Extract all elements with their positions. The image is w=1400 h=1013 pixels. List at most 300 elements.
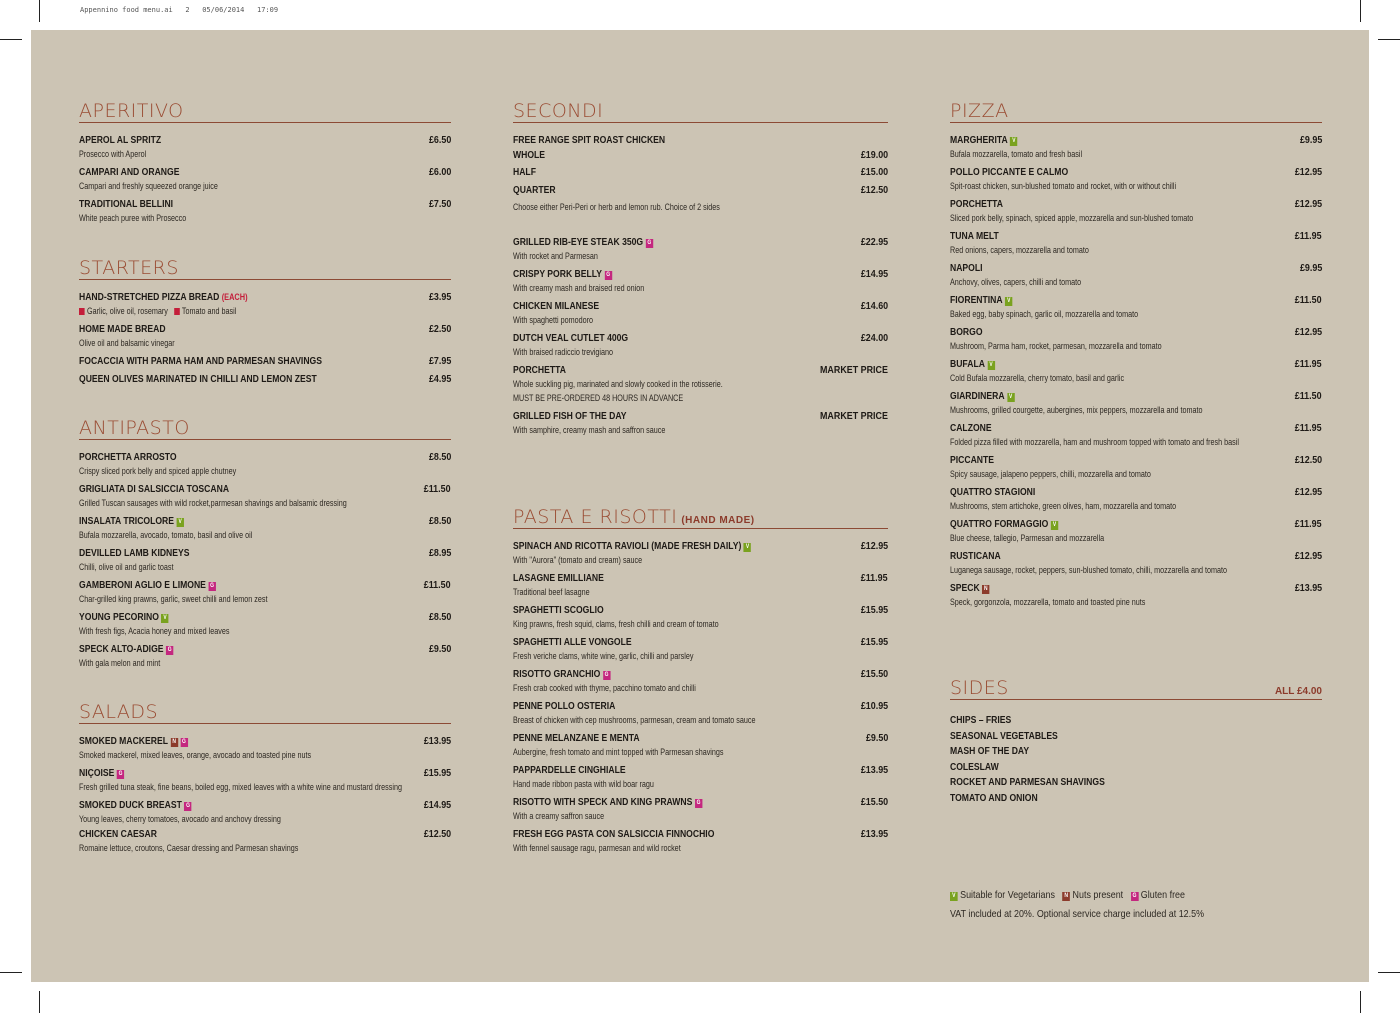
item-name-text: CRISPY PORK BELLY — [513, 268, 602, 280]
item-description: With samphire, creamy mash and saffron sauce — [513, 425, 666, 435]
item-description: Chilli, olive oil and garlic toast — [79, 562, 174, 572]
crop-mark — [39, 991, 40, 1013]
item-name — [950, 357, 995, 371]
item-description: Mushroom, Parma ham, rocket, parmesan, mozzarella and tomato — [950, 341, 1162, 351]
item-name-text: MARGHERITA — [950, 134, 1008, 146]
item-name: GRILLED FISH OF THE DAY — [513, 410, 627, 422]
section-pizza — [950, 100, 1322, 613]
section-header — [950, 100, 1322, 123]
item-price: MARKET PRICE — [820, 364, 888, 376]
item-name-text: SMOKED MACKEREL — [79, 735, 168, 747]
menu-item — [950, 293, 1322, 325]
vegetarian-badge-icon: V — [1005, 297, 1012, 306]
section-title — [513, 508, 755, 527]
section-title-text: PASTA E RISOTTI — [513, 506, 678, 528]
item-price: £11.95 — [861, 572, 888, 584]
item-name: PORCHETTA — [513, 364, 566, 376]
item-list — [513, 539, 888, 859]
item-name: PICCANTE — [950, 454, 995, 466]
item-description: White peach puree with Prosecco — [79, 213, 187, 223]
dietary-legend — [950, 889, 1185, 901]
item-options — [79, 305, 236, 317]
option-price: £12.50 — [860, 184, 888, 196]
crop-mark — [1360, 991, 1361, 1013]
item-price: £12.50 — [423, 828, 451, 840]
menu-item — [79, 514, 451, 546]
menu-item — [513, 299, 888, 331]
item-description: With creamy mash and braised red onion — [513, 283, 645, 293]
item-description: Spicy sausage, jalapeno peppers, chilli, mozzarella and tomato — [950, 469, 1151, 479]
item-description: Fresh crab cooked with thyme, pacchino tomato and chilli — [513, 683, 696, 693]
item-description: Breast of chicken with cep mushrooms, parmesan, cream and tomato sauce — [513, 715, 756, 725]
item-name-text: SPECK — [950, 582, 980, 594]
item-description: Mushrooms, grilled courgette, aubergines, mix peppers, mozzarella and tomato — [950, 405, 1203, 415]
item-name: CAMPARI AND ORANGE — [79, 166, 180, 178]
menu-item-option — [513, 148, 888, 165]
item-description: Cold Bufala mozzarella, cherry tomato, basil and garlic — [950, 373, 1125, 383]
item-name — [513, 539, 751, 553]
item-list — [79, 290, 451, 390]
item-name-text: YOUNG PECORINO — [79, 611, 159, 623]
item-price: £4.95 — [428, 373, 451, 385]
menu-item — [79, 798, 451, 830]
item-description: Spit-roast chicken, sun-blushed tomato and rocket, with or without chilli — [950, 181, 1177, 191]
item-description: Fresh grilled tuna steak, fine beans, boiled egg, mixed leaves with a white wine and mustard dressing — [79, 782, 402, 792]
menu-item — [513, 539, 888, 571]
vegetarian-badge-icon: V — [1051, 521, 1058, 530]
item-name: TUNA MELT — [950, 230, 999, 242]
menu-item — [950, 165, 1322, 197]
menu-item — [950, 357, 1322, 389]
menu-item — [79, 482, 451, 514]
menu-item — [950, 421, 1322, 453]
nuts-badge-icon: N — [172, 739, 176, 745]
item-description: Blue cheese, tallegio, Parmesan and mozzarella — [950, 533, 1105, 543]
item-name — [950, 581, 990, 595]
item-price: £8.50 — [428, 611, 451, 623]
item-list — [79, 734, 451, 855]
item-description: King prawns, fresh squid, clams, fresh chilli and cream of tomato — [513, 619, 719, 629]
item-name: PENNE POLLO OSTERIA — [513, 700, 616, 712]
item-price: £14.95 — [860, 268, 888, 280]
item-description: Prosecco with Aperol — [79, 149, 147, 159]
item-name: LASAGNE EMILLIANE — [513, 572, 604, 584]
item-name — [950, 133, 1018, 147]
section-title: STARTERS — [79, 257, 179, 279]
gluten-free-badge-icon: G — [696, 800, 701, 806]
section-antipasto — [79, 417, 451, 674]
side-item: TOMATO AND ONION — [950, 791, 1038, 804]
item-name: APEROL AL SPRITZ — [79, 134, 162, 146]
item-price: £7.50 — [428, 198, 451, 210]
menu-item — [79, 197, 451, 229]
item-name: QUATTRO STAGIONI — [950, 486, 1036, 498]
item-description: With fresh figs, Acacia honey and mixed leaves — [79, 626, 230, 636]
item-description: With fennel sausage ragu, parmesan and wild rocket — [513, 843, 681, 853]
item-price: £14.60 — [860, 300, 888, 312]
item-name: CALZONE — [950, 422, 992, 434]
item-description-row — [513, 201, 888, 235]
item-name — [513, 795, 702, 809]
item-name — [513, 235, 653, 249]
item-name: PENNE MELANZANE E MENTA — [513, 732, 640, 744]
item-name-text: RISOTTO GRANCHIO — [513, 668, 601, 680]
item-description: Red onions, capers, mozzarella and tomato — [950, 245, 1089, 255]
item-name: PAPPARDELLE CINGHIALE — [513, 764, 626, 776]
item-name — [513, 667, 610, 681]
section-subtitle: (HAND MADE) — [681, 515, 755, 526]
menu-item — [950, 389, 1322, 421]
item-description: Speck, gorgonzola, mozzarella, tomato and toasted pine nuts — [950, 597, 1146, 607]
item-name-text: SPECK ALTO-ADIGE — [79, 643, 164, 655]
menu-item — [950, 581, 1322, 613]
item-name — [79, 514, 184, 528]
item-description: Crispy sliced pork belly and spiced apple chutney — [79, 466, 237, 476]
item-price: £8.50 — [428, 515, 451, 527]
item-description: Whole suckling pig, marinated and slowly cooked in the rotisserie. — [513, 379, 723, 389]
menu-item — [513, 635, 888, 667]
item-price: £9.50 — [428, 643, 451, 655]
item-name: GRIGLIATA DI SALSICCIA TOSCANA — [79, 483, 230, 495]
item-name: TRADITIONAL BELLINI — [79, 198, 174, 210]
item-price: £22.95 — [860, 236, 888, 248]
item-name-text: NIÇOISE — [79, 767, 115, 779]
item-price: £11.95 — [1295, 422, 1322, 434]
item-name — [79, 642, 173, 656]
option-price: £15.00 — [860, 166, 888, 178]
item-price: £12.95 — [1294, 486, 1322, 498]
menu-item — [79, 290, 451, 322]
item-name-text: GAMBERONI AGLIO E LIMONE — [79, 579, 206, 591]
vegetarian-badge-icon: V — [176, 518, 183, 527]
item-description: Bufala mozzarella, avocado, tomato, basil and olive oil — [79, 530, 253, 540]
legend-gluten: Gluten free — [1140, 889, 1185, 901]
item-description: With gala melon and mint — [79, 658, 161, 668]
item-price: £15.95 — [860, 636, 888, 648]
item-price: £6.50 — [428, 134, 451, 146]
section-header — [513, 100, 888, 123]
item-description: Romaine lettuce, croutons, Caesar dressing and Parmesan shavings — [79, 843, 299, 853]
item-description: Choose either Peri-Peri or herb and lemon rub. Choice of 2 sides — [513, 202, 720, 212]
section-title: SALADS — [79, 701, 159, 723]
menu-item — [950, 453, 1322, 485]
item-name-text: SMOKED DUCK BREAST — [79, 799, 182, 811]
item-name: FRESH EGG PASTA CON SALSICCIA FINNOCHIO — [513, 828, 715, 840]
item-name: CHICKEN CAESAR — [79, 828, 157, 840]
item-description: With braised radiccio trevigiano — [513, 347, 614, 357]
side-item: CHIPS – FRIES — [950, 714, 1012, 726]
item-description: Anchovy, olives, capers, chilli and tomato — [950, 277, 1082, 287]
gluten-free-badge-icon: G — [210, 583, 214, 589]
section-title: ANTIPASTO — [79, 417, 190, 439]
side-item: COLESLAW — [950, 760, 999, 773]
menu-item — [950, 325, 1322, 357]
menu-sheet — [31, 30, 1369, 982]
item-price: £8.95 — [428, 547, 451, 559]
menu-item — [513, 827, 888, 859]
item-name: HOME MADE BREAD — [79, 323, 166, 335]
item-name: DEVILLED LAMB KIDNEYS — [79, 547, 190, 559]
item-name — [950, 293, 1012, 307]
menu-item — [513, 267, 888, 299]
item-description: With spaghetti pomodoro — [513, 315, 594, 325]
menu-item-option — [513, 165, 888, 183]
menu-item — [513, 571, 888, 603]
gluten-free-badge-icon: G — [604, 672, 609, 678]
item-description: Baked egg, baby spinach, garlic oil, mozzarella and tomato — [950, 309, 1139, 319]
vegetarian-badge-icon: V — [744, 543, 751, 552]
item-price: £13.95 — [423, 735, 451, 747]
vegetarian-badge-icon: V — [950, 892, 958, 901]
item-description: Young leaves, cherry tomatoes, avocado and anchovy dressing — [79, 814, 281, 824]
gluten-free-badge-icon: G — [1132, 893, 1137, 899]
item-name: QUEEN OLIVES MARINATED IN CHILLI AND LEMON ZEST — [79, 373, 317, 385]
menu-item — [950, 197, 1322, 229]
menu-item — [79, 354, 451, 372]
menu-item — [513, 133, 888, 148]
item-price: £6.00 — [428, 166, 451, 178]
section-sides — [950, 677, 1322, 807]
item-name-text: GRILLED RIB-EYE STEAK 350G — [513, 236, 644, 248]
section-header — [513, 506, 888, 529]
menu-item — [513, 667, 888, 699]
section-header — [950, 677, 1322, 700]
sides-list — [950, 713, 1322, 807]
item-name: CHICKEN MILANESE — [513, 300, 600, 312]
option-marker — [174, 308, 180, 315]
item-price: £7.95 — [428, 355, 451, 367]
item-name: FREE RANGE SPIT ROAST CHICKEN — [513, 134, 666, 146]
item-price: £12.50 — [1294, 454, 1322, 466]
item-list — [79, 450, 451, 674]
option-name: QUARTER — [513, 184, 556, 196]
crop-mark — [1378, 39, 1400, 40]
menu-item — [950, 549, 1322, 581]
item-note: (EACH) — [221, 292, 248, 302]
section-starters — [79, 257, 451, 390]
menu-item-option — [513, 183, 888, 201]
crop-mark — [0, 39, 22, 40]
item-price: £24.00 — [860, 332, 888, 344]
menu-item — [79, 610, 451, 642]
item-description: Campari and freshly squeezed orange juice — [79, 181, 218, 191]
section-title: SECONDI — [513, 100, 604, 122]
item-note: MUST BE PRE-ORDERED 48 HOURS IN ADVANCE — [513, 393, 684, 403]
sides-price: ALL £4.00 — [1274, 686, 1322, 697]
section-header — [79, 100, 451, 123]
item-name — [79, 578, 216, 592]
menu-item — [513, 699, 888, 731]
item-price: £12.95 — [1294, 198, 1322, 210]
item-name: PORCHETTA ARROSTO — [79, 451, 177, 463]
crop-mark — [1360, 0, 1361, 22]
crop-mark — [1378, 972, 1400, 973]
item-price: £12.95 — [1294, 166, 1322, 178]
option-name: HALF — [513, 166, 536, 178]
menu-item — [79, 642, 451, 674]
item-name — [79, 734, 188, 748]
menu-item — [950, 485, 1322, 517]
menu-item — [79, 827, 451, 855]
item-price: £11.50 — [424, 483, 451, 495]
item-list — [950, 133, 1322, 613]
section-salads — [79, 701, 451, 855]
gluten-free-badge-icon: G — [167, 647, 172, 653]
item-price: £13.95 — [860, 764, 888, 776]
menu-item — [513, 409, 888, 441]
legend-vegetarian: Suitable for Vegetarians — [960, 889, 1055, 901]
menu-item — [513, 731, 888, 763]
item-name: SPAGHETTI ALLE VONGOLE — [513, 636, 632, 648]
gluten-free-badge-icon: G — [606, 272, 611, 278]
section-title: PIZZA — [950, 100, 1009, 122]
menu-item — [79, 734, 451, 766]
item-price: £12.95 — [860, 540, 888, 552]
item-list — [513, 133, 888, 441]
item-price: £13.95 — [860, 828, 888, 840]
file-slug: Appennino food menu.ai 2 05/06/2014 17:09 — [80, 6, 279, 14]
item-name-text: RISOTTO WITH SPECK AND KING PRAWNS — [513, 796, 693, 808]
section-header — [79, 701, 451, 724]
section-secondi — [513, 100, 888, 441]
menu-item — [79, 450, 451, 482]
item-price: £8.50 — [428, 451, 451, 463]
gluten-free-badge-icon: G — [647, 240, 652, 246]
menu-item — [79, 766, 451, 798]
item-price: £13.95 — [1294, 582, 1322, 594]
section-title: APERITIVO — [79, 100, 184, 122]
section-aperitivo — [79, 100, 451, 229]
item-description: Luganega sausage, rocket, peppers, sun-blushed tomato, chilli, mozzarella and tomato — [950, 565, 1227, 575]
item-name: SPAGHETTI SCOGLIO — [513, 604, 604, 616]
option-label: Tomato and basil — [181, 306, 237, 316]
nuts-badge-icon: N — [1064, 893, 1069, 899]
item-name-text: BUFALA — [950, 358, 985, 370]
option-marker — [79, 308, 85, 315]
side-item: MASH OF THE DAY — [950, 745, 1030, 758]
vegetarian-badge-icon: V — [1010, 137, 1017, 146]
item-name — [950, 389, 1014, 403]
item-name: DUTCH VEAL CUTLET 400G — [513, 332, 629, 344]
item-price: £15.95 — [423, 767, 451, 779]
item-price: £9.95 — [1299, 134, 1322, 146]
item-name: PORCHETTA — [950, 198, 1003, 210]
item-price: £11.50 — [424, 579, 451, 591]
nuts-badge-icon: N — [984, 586, 988, 592]
item-price: £11.50 — [1295, 294, 1322, 306]
menu-item — [950, 133, 1322, 165]
item-description: Aubergine, fresh tomato and mint topped with Parmesan shavings — [513, 747, 724, 757]
item-price: £12.95 — [1294, 550, 1322, 562]
gluten-free-badge-icon: G — [186, 803, 190, 809]
item-name-text: SPINACH AND RICOTTA RAVIOLI (MADE FRESH DAILY) — [513, 540, 742, 552]
item-description: With rocket and Parmesan — [513, 251, 598, 261]
menu-item — [513, 763, 888, 795]
item-name: NAPOLI — [950, 262, 983, 274]
item-price: £14.95 — [423, 799, 451, 811]
menu-item — [513, 603, 888, 635]
item-name-text: INSALATA TRICOLORE — [79, 515, 175, 527]
item-name — [79, 290, 248, 304]
item-description: Char-grilled king prawns, garlic, sweet chilli and lemon zest — [79, 594, 268, 604]
item-price: £15.50 — [860, 668, 888, 680]
menu-item — [79, 546, 451, 578]
crop-mark — [0, 972, 22, 973]
section-pasta — [513, 506, 888, 859]
menu-item — [79, 133, 451, 165]
item-description: Bufala mozzarella, tomato and fresh basil — [950, 149, 1083, 159]
item-name-text: QUATTRO FORMAGGIO — [950, 518, 1049, 530]
menu-item — [79, 578, 451, 610]
item-name: POLLO PICCANTE E CALMO — [950, 166, 1069, 178]
vegetarian-badge-icon: V — [987, 361, 994, 370]
legend-nuts: Nuts present — [1072, 889, 1124, 901]
option-label: Garlic, olive oil, rosemary — [87, 306, 168, 316]
item-name — [79, 610, 169, 624]
gluten-free-badge-icon: G — [118, 771, 123, 777]
section-header — [79, 417, 451, 440]
item-description: Traditional beef lasagne — [513, 587, 590, 597]
menu-item — [513, 363, 888, 409]
menu-item — [513, 331, 888, 363]
vegetarian-badge-icon: V — [161, 614, 168, 623]
item-name-text: FIORENTINA — [950, 294, 1003, 306]
menu-item — [950, 261, 1322, 293]
item-name — [950, 517, 1058, 531]
item-description: Smoked mackerel, mixed leaves, orange, avocado and toasted pine nuts — [79, 750, 312, 760]
item-price: £11.50 — [1295, 390, 1322, 402]
item-name: FOCACCIA WITH PARMA HAM AND PARMESAN SHAVINGS — [79, 355, 322, 367]
item-name-text: HAND-STRETCHED PIZZA BREAD — [79, 291, 220, 303]
item-price: £9.95 — [1299, 262, 1322, 274]
item-price: £10.95 — [860, 700, 888, 712]
vegetarian-badge-icon: V — [1007, 393, 1014, 402]
gluten-free-badge-icon: G — [182, 739, 186, 745]
item-name — [513, 267, 612, 281]
item-description: With "Aurora" (tomato and cream) sauce — [513, 555, 643, 565]
option-name: WHOLE — [513, 149, 546, 161]
crop-mark — [39, 0, 40, 22]
menu-item — [513, 795, 888, 827]
item-price: £11.95 — [1295, 358, 1322, 370]
option-price: £19.00 — [860, 149, 888, 161]
menu-item — [950, 517, 1322, 549]
vat-note: VAT included at 20%. Optional service charge included at 12.5% — [950, 908, 1205, 920]
item-description: Olive oil and balsamic vinegar — [79, 338, 175, 348]
item-price: £11.95 — [1295, 230, 1322, 242]
item-price: £9.50 — [865, 732, 888, 744]
item-price: £15.95 — [860, 604, 888, 616]
item-list — [79, 133, 451, 229]
item-name: BORGO — [950, 326, 983, 338]
item-description: With a creamy saffron sauce — [513, 811, 605, 821]
item-description: Mushrooms, stem artichoke, green olives, ham, mozzarella and tomato — [950, 501, 1177, 511]
section-header — [79, 257, 451, 280]
item-description: Fresh veriche clams, white wine, garlic, chilli and parsley — [513, 651, 694, 661]
menu-item — [79, 165, 451, 197]
item-name: RUSTICANA — [950, 550, 1001, 562]
item-price: MARKET PRICE — [820, 410, 888, 422]
menu-item — [79, 322, 451, 354]
item-description: Sliced pork belly, spinach, spiced apple, mozzarella and sun-blushed tomato — [950, 213, 1194, 223]
item-price: £15.50 — [860, 796, 888, 808]
side-item: SEASONAL VEGETABLES — [950, 729, 1058, 742]
item-description: Folded pizza filled with mozzarella, ham and mushroom topped with tomato and fresh basil — [950, 437, 1239, 447]
item-description: Hand made ribbon pasta with wild boar ragu — [513, 779, 654, 789]
menu-item — [513, 235, 888, 267]
item-price: £11.95 — [1295, 518, 1322, 530]
menu-item — [950, 229, 1322, 261]
